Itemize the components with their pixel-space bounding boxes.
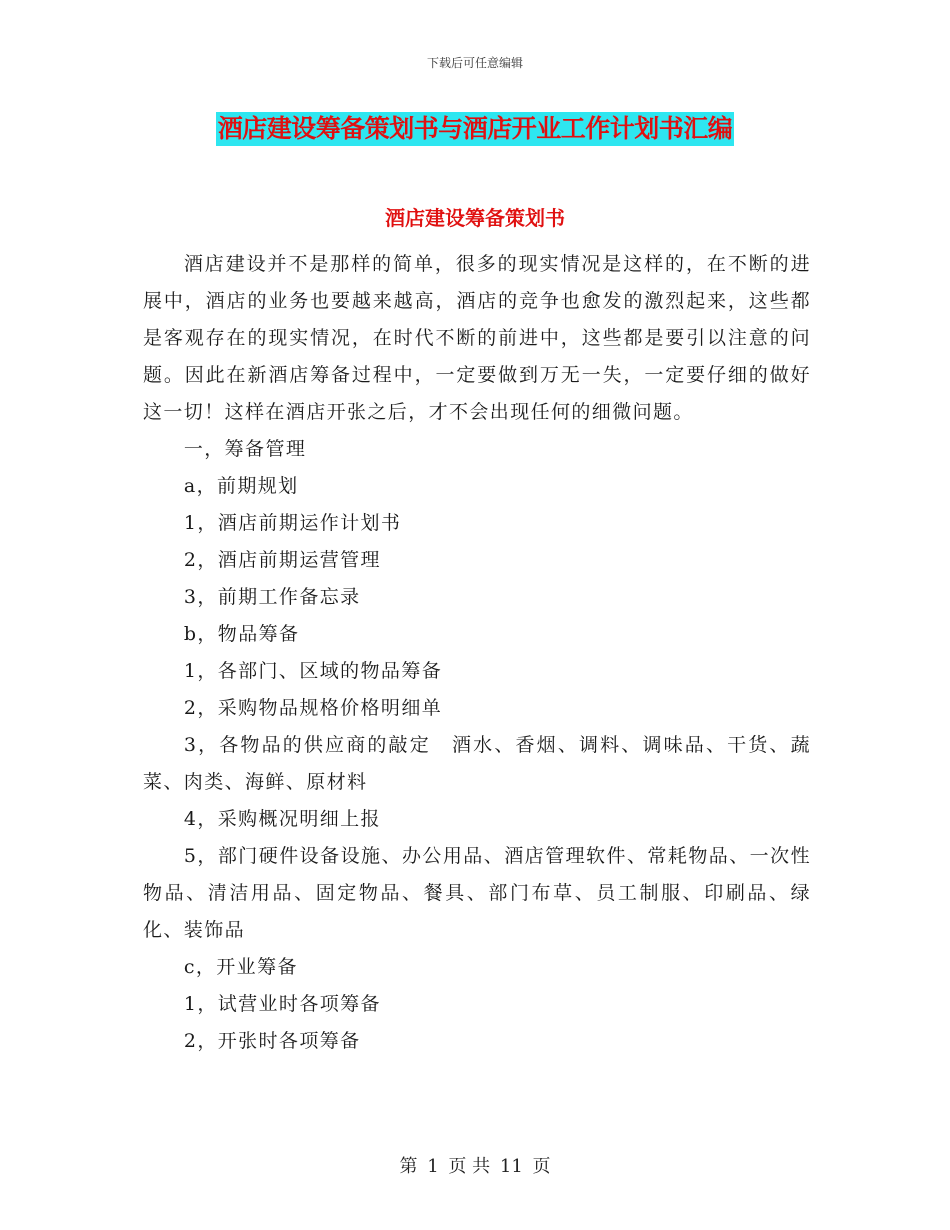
page-footer	[0, 1152, 950, 1178]
page-label-mid: 页 共	[448, 1156, 491, 1177]
intro-paragraph: 酒店建设并不是那样的简单，很多的现实情况是这样的，在不断的进展中，酒店的业务也要越来越高，酒店的竞争也愈发的激烈起来，这些都是客观存在的现实情况，在时代不断的前进中，这些都是要引以注意的问题。因此在新酒店筹备过程中，一定要做到万无一失，一定要仔细的做好这一切！这样在酒店开张之后，才不会出现任何的细微问题。	[143, 253, 811, 423]
list-item: 3，各物品的供应商的敲定 酒水、香烟、调料、调味品、干货、蔬菜、肉类、海鲜、原材料	[143, 734, 811, 793]
list-item: 1，试营业时各项筹备	[183, 993, 381, 1015]
list-item: a，前期规划	[183, 475, 299, 497]
list-item: 2，采购物品规格价格明细单	[183, 697, 443, 719]
list-item: 3，前期工作备忘录	[183, 586, 361, 608]
list-item: b，物品筹备	[183, 623, 300, 645]
page-total: 11	[499, 1156, 523, 1177]
page-label-suffix: 页	[532, 1156, 551, 1177]
page-label-prefix: 第	[399, 1156, 418, 1177]
list-item: c，开业筹备	[183, 956, 298, 978]
list-item: 5，部门硬件设备设施、办公用品、酒店管理软件、常耗物品、一次性物品、清洁用品、固定物品、餐具、部门布草、员工制服、印刷品、绿化、装饰品	[143, 845, 811, 941]
section-title: 酒店建设筹备策划书	[385, 206, 565, 230]
page-current: 1	[427, 1156, 439, 1177]
list-item: 2，酒店前期运营管理	[183, 549, 381, 571]
header-note: 下载后可任意编辑	[426, 56, 523, 70]
document-title: 酒店建设筹备策划书与酒店开业工作计划书汇编	[216, 112, 735, 146]
list-item: 1，各部门、区域的物品筹备	[183, 660, 443, 682]
document-body	[143, 246, 811, 1060]
list-item: 2，开张时各项筹备	[183, 1030, 361, 1052]
heading-preparation-management: 一，筹备管理	[183, 438, 307, 460]
list-item: 1，酒店前期运作计划书	[183, 512, 402, 534]
list-item: 4，采购概况明细上报	[183, 808, 381, 830]
document-title-container	[0, 112, 950, 146]
